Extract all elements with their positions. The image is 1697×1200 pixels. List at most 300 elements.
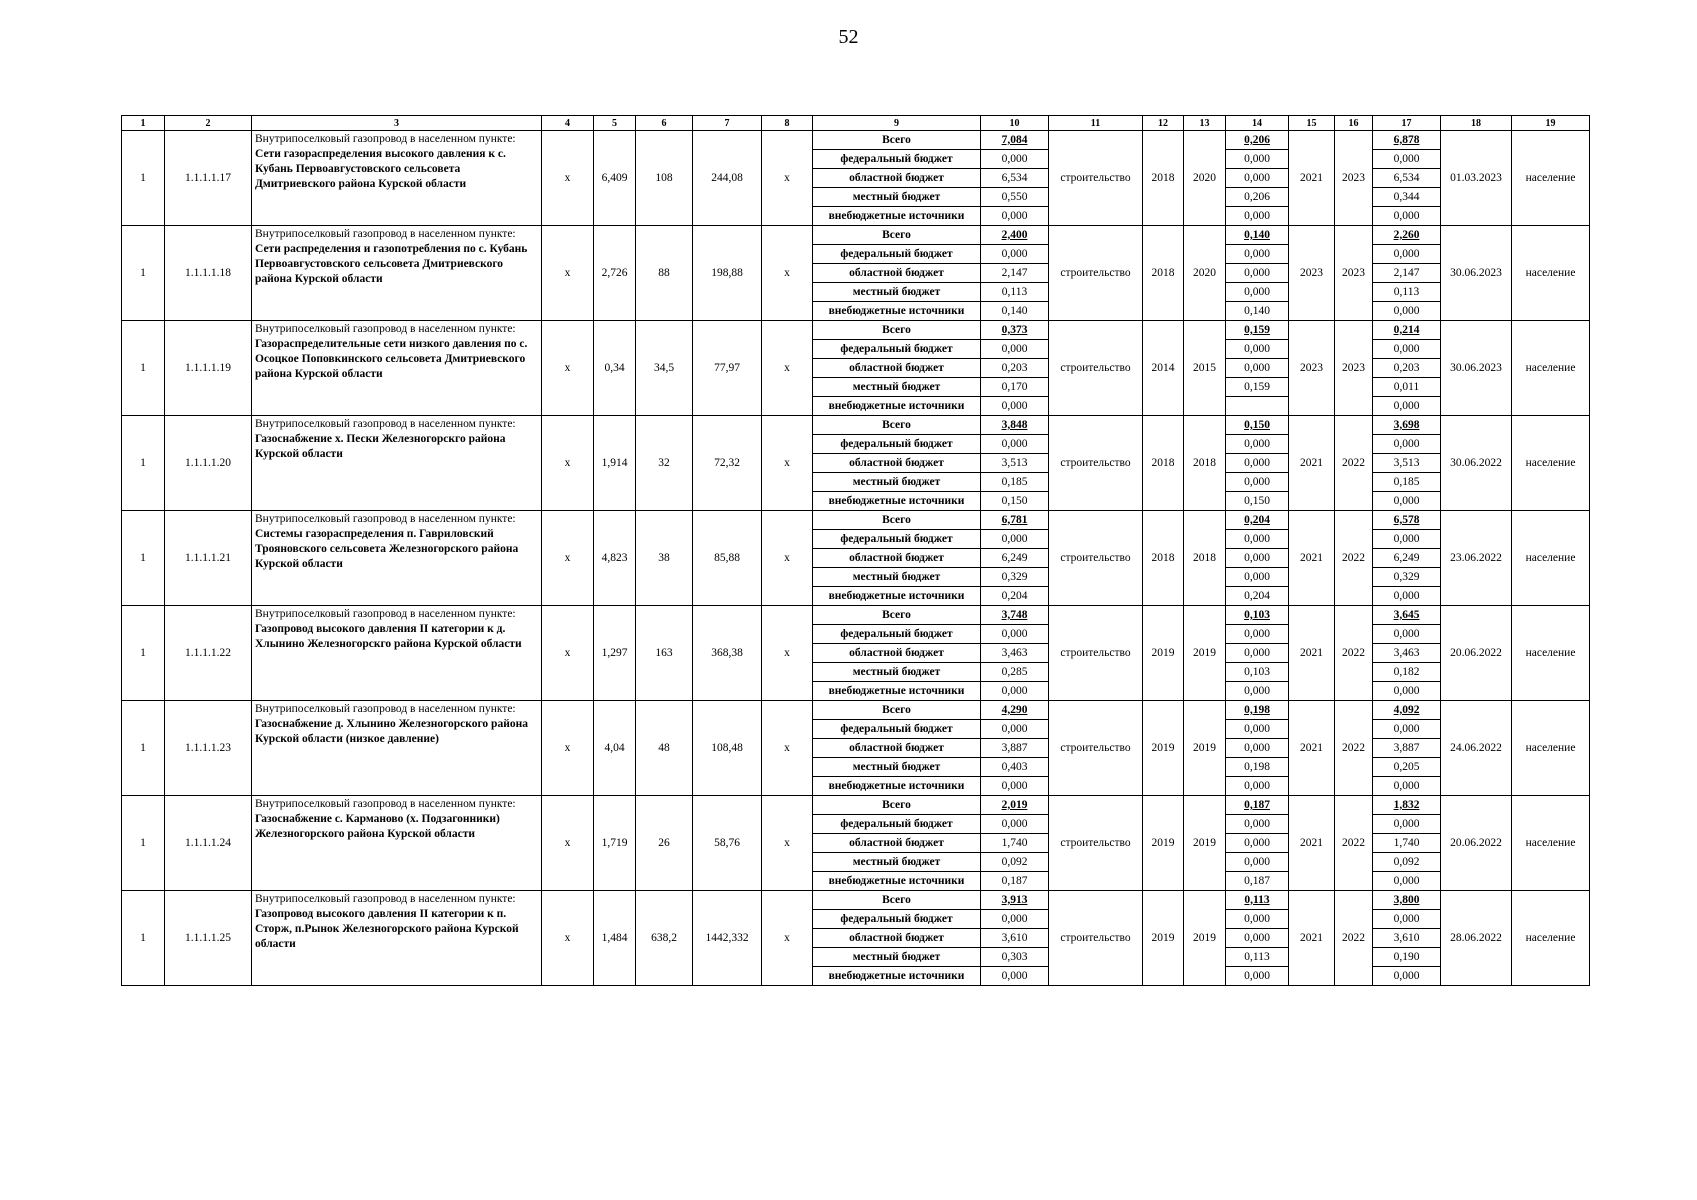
budget-source-label: областной бюджет [813,929,981,948]
object-name [252,606,542,701]
spent-value: 0,113 [1226,948,1289,967]
column-5-value: 2,726 [594,226,636,321]
spent-value: 0,000 [1226,967,1289,986]
total-cost-value: 0,000 [981,245,1049,264]
budget-source-label: областной бюджет [813,264,981,283]
column-7-value: 72,32 [693,416,762,511]
column-4-value: х [542,131,594,226]
column-number-1: 1 [122,116,165,131]
remaining-value: 1,832 [1373,796,1441,815]
remaining-value: 0,011 [1373,378,1441,397]
budget-source-label: областной бюджет [813,454,981,473]
total-cost-value: 6,249 [981,549,1049,568]
total-cost-value: 0,113 [981,283,1049,302]
column-6-value: 163 [636,606,693,701]
object-name [252,891,542,986]
budget-source-label: внебюджетные источники [813,682,981,701]
spent-value: 0,000 [1226,454,1289,473]
spent-value: 0,000 [1226,720,1289,739]
remaining-value: 0,000 [1373,530,1441,549]
row-number: 1 [122,891,165,986]
column-6-value: 38 [636,511,693,606]
column-number-11: 11 [1049,116,1143,131]
remaining-value: 0,000 [1373,720,1441,739]
spent-value: 0,000 [1226,777,1289,796]
column-6-value: 638,2 [636,891,693,986]
spent-value: 0,000 [1226,207,1289,226]
plan-start-year: 2023 [1289,321,1335,416]
total-cost-value: 0,187 [981,872,1049,891]
budget-source-label: внебюджетные источники [813,872,981,891]
plan-end-year: 2023 [1335,131,1373,226]
total-cost-value: 0,140 [981,302,1049,321]
column-4-value: х [542,226,594,321]
object-code: 1.1.1.1.22 [165,606,252,701]
remaining-value: 0,000 [1373,967,1441,986]
total-cost-value: 0,303 [981,948,1049,967]
completion-date: 23.06.2022 [1441,511,1512,606]
spent-value: 0,000 [1226,359,1289,378]
object-name [252,511,542,606]
remaining-value: 0,205 [1373,758,1441,777]
start-year: 2014 [1143,321,1184,416]
object-name [252,321,542,416]
total-cost-value: 6,534 [981,169,1049,188]
object-name-prefix: Внутрипоселковый газопровод в населенном пункте: [255,703,516,715]
plan-end-year: 2022 [1335,511,1373,606]
remaining-value: 0,000 [1373,777,1441,796]
column-4-value: х [542,891,594,986]
start-year: 2019 [1143,891,1184,986]
budget-source-label: федеральный бюджет [813,340,981,359]
column-6-value: 108 [636,131,693,226]
budget-source-label: местный бюджет [813,283,981,302]
remaining-value: 0,329 [1373,568,1441,587]
total-cost-value: 1,740 [981,834,1049,853]
total-cost-value: 0,000 [981,207,1049,226]
column-4-value: х [542,606,594,701]
plan-start-year: 2021 [1289,511,1335,606]
column-5-value: 4,823 [594,511,636,606]
start-year: 2019 [1143,701,1184,796]
spent-value: 0,000 [1226,644,1289,663]
spent-value: 0,000 [1226,169,1289,188]
budget-source-label: внебюджетные источники [813,777,981,796]
object-name-prefix: Внутрипоселковый газопровод в населенном пункте: [255,228,516,240]
remaining-value: 4,092 [1373,701,1441,720]
remaining-value: 3,887 [1373,739,1441,758]
remaining-value: 3,698 [1373,416,1441,435]
start-year: 2018 [1143,416,1184,511]
budget-source-label: федеральный бюджет [813,150,981,169]
spent-value: 0,000 [1226,549,1289,568]
plan-end-year: 2022 [1335,796,1373,891]
object-name [252,226,542,321]
column-number-7: 7 [693,116,762,131]
row-number: 1 [122,606,165,701]
object-code: 1.1.1.1.19 [165,321,252,416]
work-type: строительство [1049,606,1143,701]
work-type: строительство [1049,511,1143,606]
object-name-prefix: Внутрипоселковый газопровод в населенном пункте: [255,798,516,810]
beneficiary: население [1512,606,1590,701]
object-name [252,416,542,511]
column-4-value: х [542,416,594,511]
plan-start-year: 2021 [1289,701,1335,796]
spent-value: 0,000 [1226,910,1289,929]
remaining-value: 0,000 [1373,245,1441,264]
remaining-value: 0,190 [1373,948,1441,967]
beneficiary: население [1512,226,1590,321]
budget-source-label: Всего [813,226,981,245]
plan-end-year: 2022 [1335,606,1373,701]
budget-source-label: Всего [813,321,981,340]
table-row [122,701,1590,720]
column-5-value: 0,34 [594,321,636,416]
budget-source-label: местный бюджет [813,853,981,872]
spent-value: 0,000 [1226,473,1289,492]
remaining-value: 6,249 [1373,549,1441,568]
budget-source-label: Всего [813,511,981,530]
object-code: 1.1.1.1.23 [165,701,252,796]
object-name-title: Системы газораспределения п. Гавриловский Трояновского сельсовета Железногорского района Курской области [255,528,519,570]
budget-source-label: федеральный бюджет [813,720,981,739]
spent-value: 0,000 [1226,150,1289,169]
total-cost-value: 2,019 [981,796,1049,815]
column-number-10: 10 [981,116,1049,131]
completion-date: 30.06.2023 [1441,321,1512,416]
total-cost-value: 0,150 [981,492,1049,511]
remaining-value: 3,463 [1373,644,1441,663]
column-5-value: 1,484 [594,891,636,986]
budget-source-label: внебюджетные источники [813,397,981,416]
budget-source-label: внебюджетные источники [813,207,981,226]
budget-source-label: областной бюджет [813,834,981,853]
row-number: 1 [122,796,165,891]
total-cost-value: 0,000 [981,340,1049,359]
row-number: 1 [122,321,165,416]
total-cost-value: 0,000 [981,150,1049,169]
total-cost-value: 0,000 [981,777,1049,796]
budget-source-label: Всего [813,891,981,910]
end-year: 2018 [1184,511,1226,606]
column-number-9: 9 [813,116,981,131]
work-type: строительство [1049,131,1143,226]
column-8-value: х [762,226,813,321]
spent-value: 0,000 [1226,283,1289,302]
remaining-value: 0,000 [1373,910,1441,929]
total-cost-value: 2,400 [981,226,1049,245]
column-8-value: х [762,701,813,796]
total-cost-value: 0,000 [981,720,1049,739]
budget-source-label: внебюджетные источники [813,492,981,511]
end-year: 2020 [1184,226,1226,321]
total-cost-value: 3,463 [981,644,1049,663]
object-code: 1.1.1.1.24 [165,796,252,891]
column-8-value: х [762,891,813,986]
column-number-6: 6 [636,116,693,131]
table-row [122,606,1590,625]
remaining-value: 0,000 [1373,207,1441,226]
completion-date: 28.06.2022 [1441,891,1512,986]
spent-value: 0,159 [1226,321,1289,340]
column-6-value: 88 [636,226,693,321]
column-8-value: х [762,796,813,891]
beneficiary: население [1512,511,1590,606]
spent-value: 0,000 [1226,245,1289,264]
column-8-value: х [762,131,813,226]
end-year: 2019 [1184,701,1226,796]
object-name-title: Газопровод высокого давления II категории к д. Хлынино Железногорскго района Курской области [255,623,522,650]
remaining-value: 0,185 [1373,473,1441,492]
plan-start-year: 2021 [1289,606,1335,701]
remaining-value: 6,578 [1373,511,1441,530]
row-number: 1 [122,226,165,321]
spent-value: 0,000 [1226,530,1289,549]
work-type: строительство [1049,701,1143,796]
object-code: 1.1.1.1.18 [165,226,252,321]
remaining-value: 0,000 [1373,872,1441,891]
total-cost-value: 0,185 [981,473,1049,492]
remaining-value: 0,344 [1373,188,1441,207]
total-cost-value: 0,204 [981,587,1049,606]
column-4-value: х [542,321,594,416]
remaining-value: 0,000 [1373,435,1441,454]
budget-source-label: областной бюджет [813,549,981,568]
end-year: 2020 [1184,131,1226,226]
column-number-13: 13 [1184,116,1226,131]
end-year: 2018 [1184,416,1226,511]
work-type: строительство [1049,416,1143,511]
spent-value: 0,000 [1226,853,1289,872]
budget-source-label: местный бюджет [813,663,981,682]
spent-value: 0,000 [1226,625,1289,644]
spent-value: 0,000 [1226,929,1289,948]
plan-start-year: 2021 [1289,416,1335,511]
budget-source-label: внебюджетные источники [813,967,981,986]
completion-date: 24.06.2022 [1441,701,1512,796]
spent-value: 0,000 [1226,340,1289,359]
budget-source-label: федеральный бюджет [813,625,981,644]
beneficiary: население [1512,701,1590,796]
budget-source-label: внебюджетные источники [813,587,981,606]
spent-value: 0,000 [1226,568,1289,587]
object-name-prefix: Внутрипоселковый газопровод в населенном пункте: [255,893,516,905]
remaining-value: 0,000 [1373,340,1441,359]
start-year: 2019 [1143,796,1184,891]
spent-value: 0,103 [1226,606,1289,625]
budget-source-label: местный бюджет [813,188,981,207]
total-cost-value: 0,000 [981,910,1049,929]
plan-end-year: 2023 [1335,226,1373,321]
budget-source-label: областной бюджет [813,739,981,758]
budget-source-label: федеральный бюджет [813,910,981,929]
beneficiary: население [1512,321,1590,416]
row-number: 1 [122,416,165,511]
remaining-value: 6,878 [1373,131,1441,150]
work-type: строительство [1049,321,1143,416]
spent-value: 0,206 [1226,188,1289,207]
spent-value: 0,187 [1226,872,1289,891]
column-number-19: 19 [1512,116,1590,131]
column-4-value: х [542,796,594,891]
spent-value: 0,000 [1226,435,1289,454]
work-type: строительство [1049,226,1143,321]
remaining-value: 0,000 [1373,815,1441,834]
completion-date: 20.06.2022 [1441,606,1512,701]
total-cost-value: 0,550 [981,188,1049,207]
budget-source-label: Всего [813,796,981,815]
remaining-value: 2,147 [1373,264,1441,283]
column-number-16: 16 [1335,116,1373,131]
budget-source-label: федеральный бюджет [813,435,981,454]
start-year: 2018 [1143,511,1184,606]
remaining-value: 0,182 [1373,663,1441,682]
total-cost-value: 7,084 [981,131,1049,150]
object-code: 1.1.1.1.17 [165,131,252,226]
total-cost-value: 0,170 [981,378,1049,397]
spent-value: 0,000 [1226,815,1289,834]
budget-source-label: областной бюджет [813,644,981,663]
spent-value: 0,140 [1226,226,1289,245]
total-cost-value: 3,513 [981,454,1049,473]
plan-start-year: 2021 [1289,796,1335,891]
budget-source-label: местный бюджет [813,473,981,492]
beneficiary: население [1512,416,1590,511]
spent-value: 0,000 [1226,682,1289,701]
total-cost-value: 0,000 [981,967,1049,986]
object-code: 1.1.1.1.20 [165,416,252,511]
spent-value [1226,397,1289,416]
table-row [122,891,1590,910]
remaining-value: 0,000 [1373,625,1441,644]
column-number-17: 17 [1373,116,1441,131]
table-row [122,226,1590,245]
spent-value: 0,150 [1226,416,1289,435]
spent-value: 0,150 [1226,492,1289,511]
row-number: 1 [122,701,165,796]
remaining-value: 0,203 [1373,359,1441,378]
spent-value: 0,113 [1226,891,1289,910]
budget-source-label: Всего [813,416,981,435]
column-number-header-row [122,116,1590,131]
column-number-15: 15 [1289,116,1335,131]
object-code: 1.1.1.1.21 [165,511,252,606]
total-cost-value: 3,748 [981,606,1049,625]
object-name-prefix: Внутрипоселковый газопровод в населенном пункте: [255,513,516,525]
completion-date: 20.06.2022 [1441,796,1512,891]
total-cost-value: 4,290 [981,701,1049,720]
start-year: 2019 [1143,606,1184,701]
plan-end-year: 2023 [1335,321,1373,416]
plan-start-year: 2021 [1289,131,1335,226]
remaining-value: 3,513 [1373,454,1441,473]
remaining-value: 6,534 [1373,169,1441,188]
object-name-title: Газораспределительные сети низкого давления по с. Осоцкое Поповкинского сельсовета Дмитриевского района Курской области [255,338,528,380]
remaining-value: 0,214 [1373,321,1441,340]
budget-source-label: местный бюджет [813,948,981,967]
remaining-value: 2,260 [1373,226,1441,245]
remaining-value: 0,092 [1373,853,1441,872]
object-name-title: Газоснабжение х. Пески Железногорскго района Курской области [255,433,506,460]
column-5-value: 1,719 [594,796,636,891]
spent-value: 0,000 [1226,834,1289,853]
object-name-prefix: Внутрипоселковый газопровод в населенном пункте: [255,323,516,335]
total-cost-value: 0,403 [981,758,1049,777]
row-number: 1 [122,131,165,226]
end-year: 2019 [1184,796,1226,891]
column-7-value: 368,38 [693,606,762,701]
row-number: 1 [122,511,165,606]
column-6-value: 32 [636,416,693,511]
total-cost-value: 0,000 [981,682,1049,701]
object-name-prefix: Внутрипоселковый газопровод в населенном пункте: [255,133,516,145]
column-8-value: х [762,321,813,416]
column-7-value: 244,08 [693,131,762,226]
total-cost-value: 0,203 [981,359,1049,378]
column-7-value: 58,76 [693,796,762,891]
column-number-3: 3 [252,116,542,131]
column-6-value: 26 [636,796,693,891]
remaining-value: 0,113 [1373,283,1441,302]
budget-source-label: местный бюджет [813,568,981,587]
total-cost-value: 6,781 [981,511,1049,530]
object-name-prefix: Внутрипоселковый газопровод в населенном пункте: [255,608,516,620]
total-cost-value: 3,610 [981,929,1049,948]
total-cost-value: 0,000 [981,435,1049,454]
budget-source-label: областной бюджет [813,169,981,188]
spent-value: 0,159 [1226,378,1289,397]
spent-value: 0,000 [1226,264,1289,283]
plan-end-year: 2022 [1335,416,1373,511]
object-name [252,796,542,891]
budget-source-label: Всего [813,701,981,720]
table-body [122,116,1590,986]
remaining-value: 0,000 [1373,587,1441,606]
column-6-value: 34,5 [636,321,693,416]
completion-date: 01.03.2023 [1441,131,1512,226]
total-cost-value: 3,848 [981,416,1049,435]
plan-start-year: 2021 [1289,891,1335,986]
column-7-value: 108,48 [693,701,762,796]
program-objects-table [121,115,1590,986]
column-number-14: 14 [1226,116,1289,131]
spent-value: 0,206 [1226,131,1289,150]
total-cost-value: 0,092 [981,853,1049,872]
object-name-title: Газоснабжение д. Хлынино Железногорского района Курской области (низкое давление) [255,718,528,745]
table-row [122,796,1590,815]
budget-source-label: внебюджетные источники [813,302,981,321]
page-number: 52 [838,26,859,48]
end-year: 2015 [1184,321,1226,416]
remaining-value: 0,000 [1373,302,1441,321]
end-year: 2019 [1184,891,1226,986]
object-name [252,131,542,226]
budget-source-label: местный бюджет [813,378,981,397]
total-cost-value: 0,285 [981,663,1049,682]
object-name-title: Газопровод высокого давления II категории к п. Сторж, п.Рынок Железногорского района Курской области [255,908,519,950]
column-5-value: 1,297 [594,606,636,701]
table-row [122,416,1590,435]
budget-source-label: Всего [813,131,981,150]
remaining-value: 0,000 [1373,150,1441,169]
table-row [122,511,1590,530]
work-type: строительство [1049,796,1143,891]
remaining-value: 0,000 [1373,682,1441,701]
column-5-value: 6,409 [594,131,636,226]
total-cost-value: 0,000 [981,625,1049,644]
total-cost-value: 3,887 [981,739,1049,758]
